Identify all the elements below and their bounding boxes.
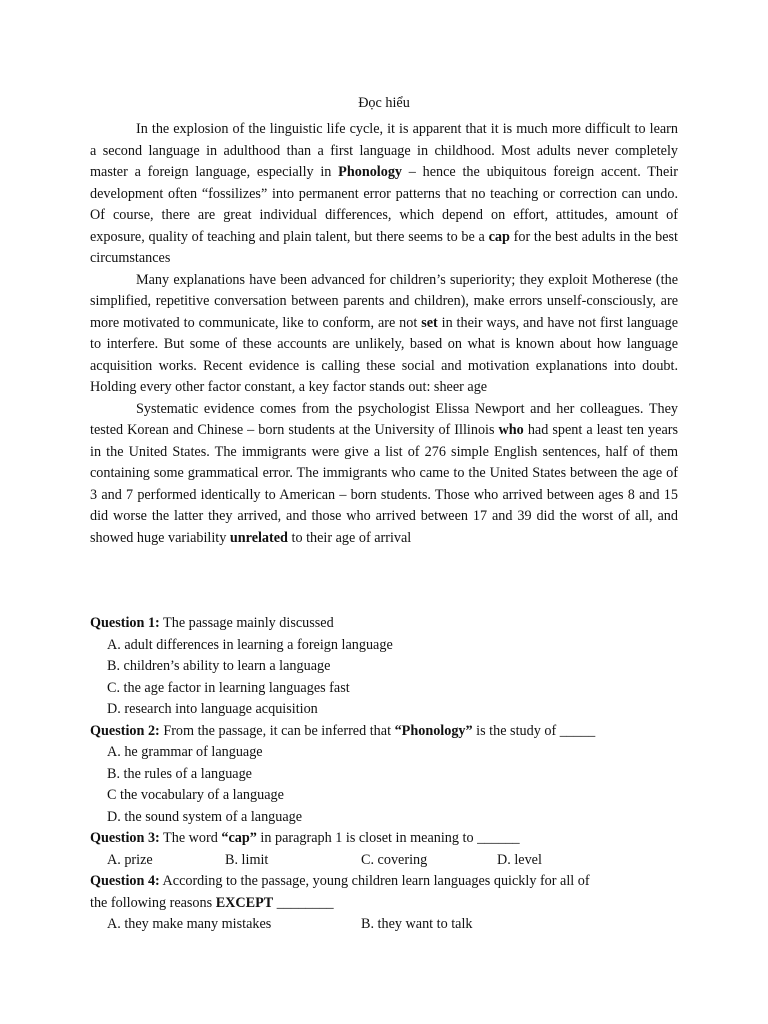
q2-option-c: C the vocabulary of a language bbox=[107, 787, 284, 803]
q1-option-d: D. research into language acquisition bbox=[107, 701, 318, 717]
q2-option-b: B. the rules of a language bbox=[107, 765, 252, 782]
question-term: EXCEPT bbox=[215, 894, 274, 911]
question-term: “Phonology” bbox=[394, 722, 473, 739]
paragraph-text: had spent a least ten years in the United States. The immigrants were give a list of 276 simple English sentences, half of them containing some grammatical error. The immigrants who came to the United States between the age of 3 and 7 performed identically to American – born students. Those who arrived between ages 8 and 15 did worse the latter they arrived, and those who arrived between 17 and 39 did the worst of all, and showed huge variability bbox=[90, 422, 678, 546]
q4-option-b: B. they want to talk bbox=[361, 916, 473, 932]
q3-option-d: D. level bbox=[497, 851, 542, 868]
question-text: The word bbox=[159, 830, 222, 846]
q2-option-a: A. he grammar of language bbox=[107, 744, 263, 760]
question-1 bbox=[90, 613, 690, 635]
question-text: From the passage, it can be inferred that bbox=[159, 722, 395, 739]
paragraph-text: – hence the ubiquitous foreign accent. Their development often “fossilizes” into permanent error patterns that no teaching or correction can undo. Of course, there are great individual differences, which depend on effort, attitudes, amount of exposure, quality of teaching and plain talent, but there seems to be a bbox=[90, 164, 678, 245]
paragraph-3 bbox=[90, 399, 678, 550]
q3-option-b: B. limit bbox=[225, 851, 269, 868]
paragraph-text: Systematic evidence comes from the psychologist Elissa Newport and her colleagues. They tested Korean and Chinese – born students at the University of Illinois bbox=[90, 400, 678, 438]
paragraph-text: for the best adults in the best circumstances bbox=[90, 228, 678, 266]
q3-option-a: A. prize bbox=[107, 851, 153, 868]
question-term: “cap” bbox=[221, 830, 257, 846]
question-text: The passage mainly discussed bbox=[159, 615, 334, 631]
question-label: Question 1: bbox=[90, 615, 160, 631]
question-text: in paragraph 1 is closet in meaning to ______ bbox=[256, 830, 520, 846]
questions-section bbox=[90, 613, 690, 936]
q4-option-a: A. they make many mistakes bbox=[107, 916, 272, 932]
question-3 bbox=[90, 828, 690, 850]
bold-term-set: set bbox=[421, 314, 438, 331]
question-label: Question 2: bbox=[90, 722, 160, 739]
paragraph-text: In the explosion of the linguistic life cycle, it is apparent that it is much more difficult to learn a second language in adulthood than a first language in childhood. Most adults never completely master a foreign language, especially in bbox=[90, 121, 678, 180]
paragraph-text: in their ways, and have not first language to interfere. But some of these accounts are unlikely, based on what is known about how language acquisition works. Recent evidence is calling these social and motivation explanations into doubt. Holding every other factor constant, a key factor stands out: sheer age bbox=[90, 314, 678, 395]
question-text: According to the passage, young children learn languages quickly for all of bbox=[159, 873, 590, 889]
paragraph-1 bbox=[90, 119, 678, 270]
paragraph-text: to their age of arrival bbox=[287, 529, 412, 546]
reading-passage bbox=[90, 119, 678, 549]
q1-option-b: B. children’s ability to learn a language bbox=[107, 658, 331, 674]
bold-term-who: who bbox=[498, 422, 524, 438]
q1-option-a: A. adult differences in learning a foreign language bbox=[107, 636, 393, 653]
bold-term-unrelated: unrelated bbox=[229, 529, 288, 546]
question-4 bbox=[90, 871, 690, 914]
q4-options-row bbox=[107, 914, 690, 936]
bold-term-phonology: Phonology bbox=[338, 164, 403, 180]
question-2 bbox=[90, 721, 690, 743]
q3-option-c: C. covering bbox=[361, 851, 428, 868]
document-title: Đọc hiểu bbox=[358, 95, 410, 111]
question-text: ________ bbox=[273, 894, 334, 911]
question-text: is the study of _____ bbox=[472, 722, 596, 739]
question-label: Question 4: bbox=[90, 873, 160, 889]
paragraph-2 bbox=[90, 270, 678, 399]
question-label: Question 3: bbox=[90, 830, 160, 846]
bold-term-cap: cap bbox=[488, 228, 510, 245]
question-text: the following reasons bbox=[90, 894, 216, 911]
q2-option-d: D. the sound system of a language bbox=[107, 808, 303, 825]
q1-option-c: C. the age factor in learning languages fast bbox=[107, 679, 350, 696]
q3-options-row bbox=[107, 850, 690, 872]
paragraph-text: Many explanations have been advanced for children’s superiority; they exploit Motherese (the simplified, repetitive conversation between parents and children), make errors unself-consciously, are more motivated to communicate, like to conform, are not bbox=[90, 271, 678, 331]
